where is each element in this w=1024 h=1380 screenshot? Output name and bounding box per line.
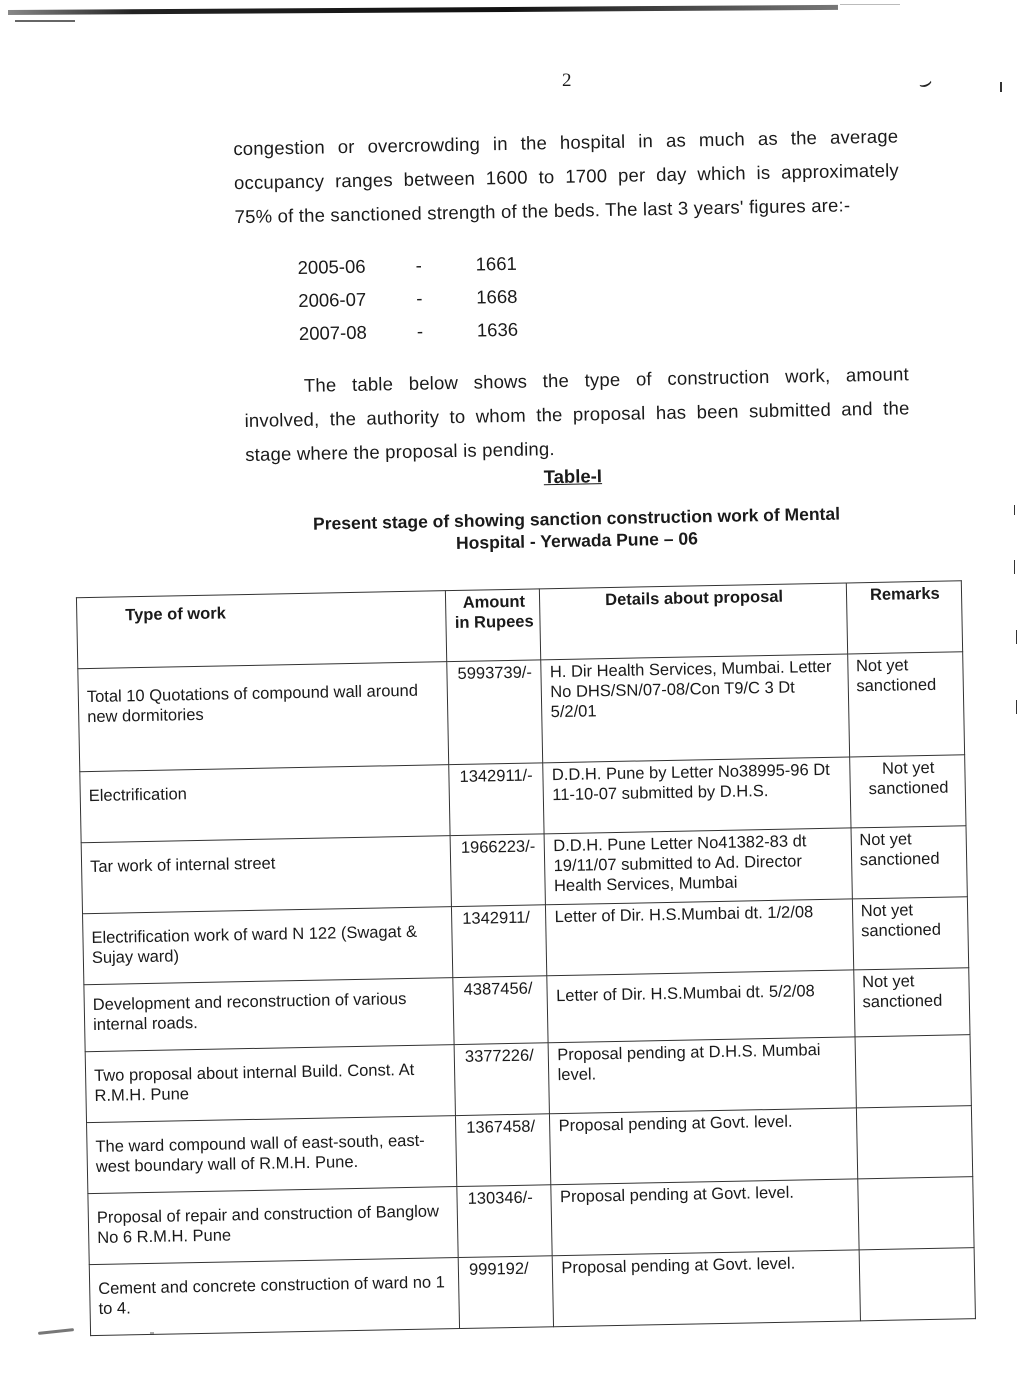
figure-row — [298, 318, 519, 353]
cell-details: H. Dir Health Services, Mumbai. Letter No DHS/SN/07-08/Con T9/C 3 Dt 5/2/01 — [541, 654, 849, 763]
page-number: 2 — [562, 70, 572, 91]
cell-remarks — [855, 1035, 972, 1108]
cell-remarks — [856, 1106, 973, 1179]
cell-remarks — [859, 1248, 976, 1321]
cell-details: Proposal pending at Govt. level. — [553, 1250, 860, 1327]
figure-row — [298, 285, 518, 320]
figure-year: 2005-06 — [297, 255, 366, 278]
cell-details: Proposal pending at Govt. level. — [551, 1179, 858, 1256]
cell-amount: 3377226/ — [454, 1043, 550, 1116]
table-intro-paragraph — [244, 363, 910, 465]
cell-amount: 130346/- — [457, 1185, 553, 1258]
cell-type-of-work: Proposal of repair and construction of Banglow No 6 R.M.H. Pune — [88, 1187, 458, 1265]
cell-type-of-work: Electrification work of ward N 122 (Swagat & Sujay ward) — [83, 907, 453, 985]
header-remarks: Remarks — [846, 581, 963, 654]
paragraph-line: stage where the proposal is pending. — [245, 438, 555, 465]
header-type-of-work: Type of work — [76, 591, 446, 669]
cell-details: Proposal pending at Govt. level. — [550, 1108, 857, 1185]
figure-year: 2007-08 — [298, 321, 368, 344]
table-title — [236, 501, 917, 558]
cell-remarks: Not yet sanctioned — [847, 652, 964, 757]
intro-paragraph — [233, 125, 900, 228]
cell-type-of-work: Total 10 Quotations of compound wall around new dormitories — [78, 662, 449, 772]
cell-details: D.D.H. Pune by Letter No38995-96 Dt 11-10-07 submitted by D.H.S. — [543, 757, 850, 834]
cell-type-of-work: Cement and concrete construction of ward no 1 to 4. — [89, 1258, 459, 1336]
cell-details: Letter of Dir. H.S.Mumbai dt. 1/2/08 — [546, 899, 853, 976]
cell-type-of-work: Two proposal about internal Build. Const. At R.M.H. Pune — [85, 1045, 455, 1123]
table-title-line: Present stage of showing sanction construction work of Mental — [312, 503, 841, 534]
cell-amount: 4387456/ — [453, 976, 549, 1045]
figure-dash: - — [416, 287, 423, 309]
figure-year: 2006-07 — [298, 288, 367, 311]
table-label: Table-I — [543, 465, 603, 488]
table-row — [78, 652, 965, 772]
paragraph-line: 75% of the sanctioned strength of the beds. The last 3 years' figures are:- — [234, 194, 851, 228]
cell-amount: 1367458/ — [456, 1114, 552, 1187]
cell-type-of-work: Tar work of internal street — [81, 836, 451, 914]
header-details: Details about proposal — [540, 583, 847, 660]
cell-amount: 999192/ — [458, 1256, 554, 1329]
cell-amount: 1966223/- — [450, 834, 546, 907]
cell-amount: 5993739/- — [447, 660, 543, 765]
header-amount: Amount in Rupees — [445, 589, 541, 662]
paragraph-line: congestion or overcrowding in the hospital in as much as the average — [233, 125, 899, 160]
figure-value: 1636 — [476, 318, 519, 341]
cell-type-of-work: Electrification — [80, 765, 450, 843]
cell-amount: 1342911/- — [449, 763, 545, 836]
paragraph-line: The table below shows the type of construction work, amount — [303, 363, 910, 396]
paragraph-line: involved, the authority to whom the proposal has been submitted and the — [244, 397, 910, 432]
cell-remarks — [857, 1177, 974, 1250]
cell-type-of-work: Development and reconstruction of various internal roads. — [84, 978, 454, 1052]
table-title-line: Hospital - Yerwada Pune – 06 — [455, 528, 699, 553]
cell-details: D.D.H. Pune Letter No41382-83 dt 19/11/07 submitted to Ad. Director Health Services, Mumbai — [545, 828, 852, 905]
paragraph-line: occupancy ranges between 1600 to 1700 per day which is approximately — [233, 159, 900, 194]
cell-remarks: Not yet sanctioned — [852, 897, 969, 970]
cell-type-of-work: The ward compound wall of east-south, east-west boundary wall of R.M.H. Pune. — [87, 1116, 457, 1194]
cell-details: Proposal pending at D.H.S. Mumbai level. — [549, 1037, 856, 1114]
cell-remarks: Not yet sanctioned — [851, 826, 968, 899]
tick-mark-icon: ⌣ — [913, 68, 937, 97]
figure-value: 1668 — [476, 285, 518, 308]
construction-work-table — [76, 580, 976, 1336]
figure-row — [297, 252, 517, 287]
figure-dash: - — [416, 320, 424, 342]
cell-details: Letter of Dir. H.S.Mumbai dt. 5/2/08 — [547, 970, 854, 1043]
cell-amount: 1342911/ — [452, 905, 548, 978]
figure-value: 1661 — [475, 252, 517, 275]
cell-remarks: Not yet sanctioned — [849, 755, 966, 828]
figure-dash: - — [415, 254, 422, 276]
cell-remarks: Not yet sanctioned — [853, 968, 970, 1037]
